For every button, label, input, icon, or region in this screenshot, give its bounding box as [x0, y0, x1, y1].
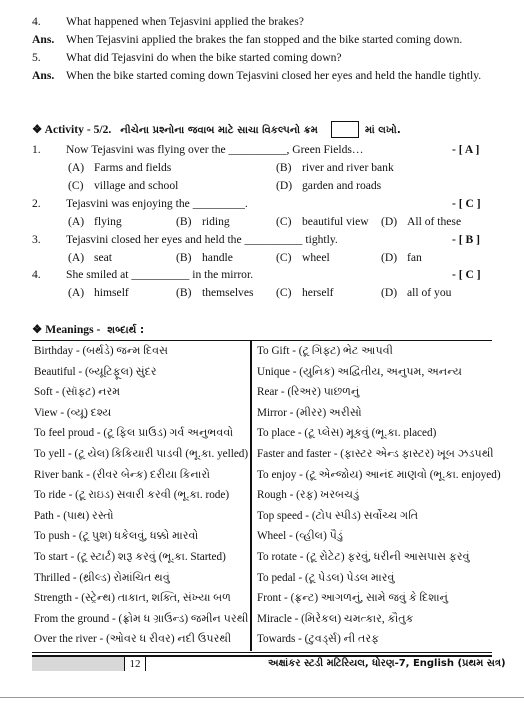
option-text: all of you	[407, 286, 452, 299]
option-text: Farms and fields	[94, 161, 172, 174]
mcq-answer: - [ C ]	[452, 268, 481, 281]
option-text: riding	[202, 215, 230, 228]
question-text: What happened when Tejasvini applied the brakes?	[66, 15, 304, 28]
activity-title: ❖ Activity - 5/2.	[32, 123, 112, 136]
option-letter: (A)	[68, 251, 85, 264]
meaning-entry: Top speed - (ટોપ સ્પીડ) સર્વોચ્ચ ગતિ	[257, 509, 419, 522]
option-letter: (B)	[276, 161, 292, 174]
meaning-entry: Over the river - (ઓવર ધ રીવર) નદી ઉપરથી	[34, 633, 232, 646]
option-text: wheel	[302, 251, 330, 264]
answer-text: When the bike started coming down Tejasvini closed her eyes and held the handle tightly.	[66, 69, 482, 82]
meaning-entry: Soft - (સૉફ્ટ) નરમ	[34, 386, 121, 399]
option-letter: (C)	[276, 251, 292, 264]
meaning-entry: To rotate - (ટૂ રોટેટ) ફરવું, ધરીની આસપાસ ફરવું	[257, 551, 470, 563]
mcq-number: 1.	[32, 143, 41, 156]
mcq-question: Tejasvini was enjoying the _________.	[66, 197, 248, 210]
question-number: 4.	[32, 15, 41, 28]
mcq-number: 3.	[32, 233, 41, 246]
meaning-entry: Faster and faster - (ફાસ્ટર એન્ડ ફાસ્ટર) ખૂબ ઝડપથી	[257, 448, 494, 460]
meaning-entry: Miracle - (મિરેકલ) ચમત્કાર, કૌતુક	[257, 612, 414, 625]
meaning-entry: To feel proud - (ટૂ ફિલ પ્રાઉડ) ગર્વ અનુભવવો	[34, 427, 234, 440]
answer-box-sample	[331, 121, 359, 138]
option-letter: (C)	[68, 179, 84, 192]
answer-label: Ans.	[32, 33, 55, 46]
answer-label: Ans.	[32, 69, 55, 82]
option-letter: (D)	[381, 215, 398, 228]
meaning-entry: To place - (ટૂ પ્લેસ) મૂકવું (ભૂ.કા. placed)	[257, 427, 437, 440]
question-number: 5.	[32, 51, 41, 64]
option-letter: (A)	[68, 286, 85, 299]
meaning-entry: Path - (પાથ) રસ્તો	[34, 509, 114, 522]
option-letter: (A)	[68, 215, 85, 228]
mcq-question: Now Tejasvini was flying over the __________, Green Fields…	[66, 143, 364, 156]
option-text: village and school	[94, 179, 179, 192]
option-text: beautiful view	[302, 215, 369, 228]
meaning-entry: Unique - (યુનિક) અદ્વિતીય, અનુપમ, અનન્ય	[257, 365, 463, 378]
meaning-entry: To Gift - (ટૂ ગિફ્ટ) ભેટ આપવી	[257, 345, 393, 357]
mcq-question: Tejasvini closed her eyes and held the __________ tightly.	[66, 233, 338, 246]
meanings-title: ❖ Meanings -	[32, 323, 101, 336]
meaning-entry: Wheel - (વ્હીલ) પૈડું	[257, 530, 344, 543]
question-text: What did Tejasvini do when the bike started coming down?	[66, 51, 342, 64]
mcq-answer: - [ B ]	[452, 233, 481, 246]
option-text: handle	[202, 251, 233, 264]
meanings-divider	[250, 340, 252, 651]
option-letter: (B)	[176, 286, 192, 299]
meaning-entry: View - (વ્યૂ) દશ્ય	[34, 406, 112, 419]
page-bottom-line	[0, 697, 524, 698]
option-text: seat	[94, 251, 113, 264]
option-text: themselves	[202, 286, 254, 299]
meaning-entry: To start - (ટૂ સ્ટાર્ટ) શરૂ કરવું (ભૂ.કા. Started)	[34, 551, 226, 563]
mcq-number: 4.	[32, 268, 41, 281]
meaning-entry: Beautiful - (બ્યૂટિફૂલ) સુંદર	[34, 365, 157, 378]
meaning-entry: Front - (ફ્રન્ટ) આગળનું, સામે જવું કે દિશાનું	[257, 592, 448, 605]
option-text: flying	[94, 215, 122, 228]
option-text: herself	[302, 286, 334, 299]
option-letter: (C)	[276, 215, 292, 228]
meanings-title-gujarati: શબ્દાર્થ :	[107, 325, 145, 336]
option-letter: (A)	[68, 161, 85, 174]
option-letter: (B)	[176, 215, 192, 228]
meaning-entry: Rear - (રિઅર) પાછળનું	[257, 386, 360, 399]
page-number: 12	[124, 657, 146, 671]
option-text: river and river bank	[302, 161, 394, 174]
footer-title: અક્ષાંકર સ્ટડી મટિરિયલ, ધોરણ-7, English (પ્રથમ સત્ર)	[268, 658, 506, 669]
option-text: himself	[94, 286, 129, 299]
mcq-question: She smiled at __________ in the mirror.	[66, 268, 254, 281]
option-letter: (C)	[276, 286, 292, 299]
mcq-answer: - [ A ]	[452, 143, 480, 156]
meaning-entry: River bank - (રીવર બેન્ક) દરીયા કિનારો	[34, 468, 211, 481]
meaning-entry: Thrilled - (થ્રીલ્ડ) રોમાંચિત થવું	[34, 571, 170, 584]
mcq-answer: - [ C ]	[452, 197, 481, 210]
meaning-entry: To ride - (ટૂ રાઇડ) સવારી કરવી (ભૂ.કા. rode)	[34, 489, 230, 502]
meaning-entry: Rough - (રફ) ખરબચડું	[257, 489, 360, 502]
option-letter: (D)	[276, 179, 293, 192]
mcq-number: 2.	[32, 197, 41, 210]
footer-shade	[32, 657, 124, 671]
option-letter: (B)	[176, 251, 192, 264]
activity-instruction: નીચેના પ્રશ્નોના જવાબ માટે સાચા વિકલ્પનો ક્રમ	[120, 125, 318, 136]
option-letter: (D)	[381, 286, 398, 299]
meaning-entry: Strength - (સ્ટ્રેન્થ) તાકાત, શક્તિ, સંખ્યા બળ	[34, 592, 231, 605]
option-text: fan	[407, 251, 422, 264]
answer-text: When Tejasvini applied the brakes the fan stopped and the bike started coming down.	[66, 33, 463, 46]
option-text: garden and roads	[302, 179, 382, 192]
meaning-entry: To push - (ટૂ પુશ) ધકેલવું, ધક્કો મારવો	[34, 530, 199, 543]
meaning-entry: From the ground - (ફ્રોમ ધ ગ્રાઉન્ડ) જમીન પરથી	[34, 612, 249, 625]
meaning-entry: To pedal - (ટૂ પેડલ) પેડલ મારવું	[257, 571, 395, 584]
meaning-entry: To enjoy - (ટૂ એન્જોય) આનંદ માણવો (ભૂ.કા. enjoyed)	[257, 468, 501, 481]
meaning-entry: To yell - (ટૂ યેલ) કિકિયારી પાડવી (ભૂ.કા. yelled)	[34, 448, 249, 460]
option-text: All of these	[407, 215, 462, 228]
activity-heading	[32, 123, 318, 138]
activity-instruction-end: માં લખો.	[365, 125, 401, 136]
meaning-entry: Birthday - (બર્થડે) જન્મ દિવસ	[34, 345, 169, 357]
meaning-entry: Mirror - (મીરર) અરીસો	[257, 406, 362, 419]
option-letter: (D)	[381, 251, 398, 264]
meaning-entry: Towards - (ટુવર્ડ્સ) ની તરફ	[257, 633, 380, 646]
meanings-heading	[32, 323, 144, 338]
